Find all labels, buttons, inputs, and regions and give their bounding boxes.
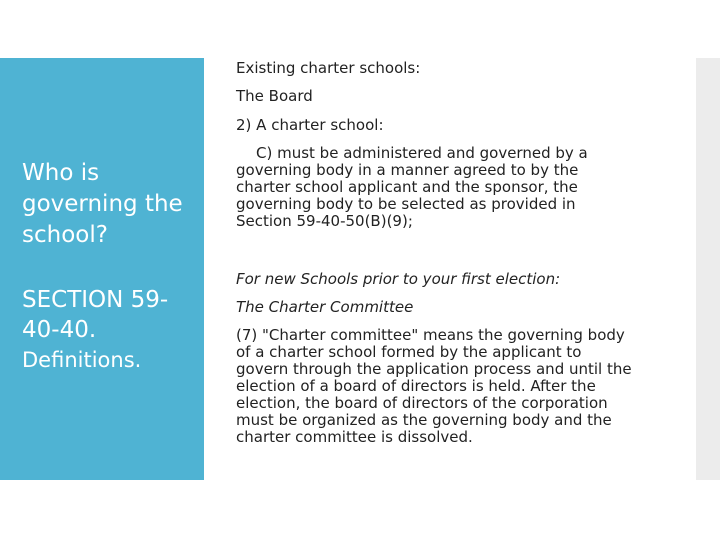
section-subtitle: Definitions. (22, 348, 142, 372)
right-side-bar (696, 58, 720, 480)
section-reference (22, 285, 200, 375)
clause-c-text: C) must be administered and governed by a governing body in a manner agreed to by the charter school applicant and the sponsor, the governing body to be selected as provided in Section 59-40-50(B)(9); (236, 144, 588, 230)
slide-title: Who is governing the school? (22, 160, 183, 248)
definition-7-text: (7) "Charter committee" means the governing body of a charter school formed by the applicant to govern through the application process and until the election of a board of directors is held. After the election, the board of directors of the corporation must be organized as the governing body and the charter committee is dissolved. (236, 326, 632, 446)
committee-label: The Charter Committee (236, 298, 414, 316)
board-label: The Board (236, 87, 313, 105)
existing-schools-heading: Existing charter schools: (236, 59, 421, 77)
new-schools-heading: For new Schools prior to your first election: (236, 270, 561, 288)
left-accent-panel (0, 58, 204, 480)
subsection-label: 2) A charter school: (236, 116, 384, 134)
section-title: SECTION 59-40-40. (22, 287, 169, 343)
